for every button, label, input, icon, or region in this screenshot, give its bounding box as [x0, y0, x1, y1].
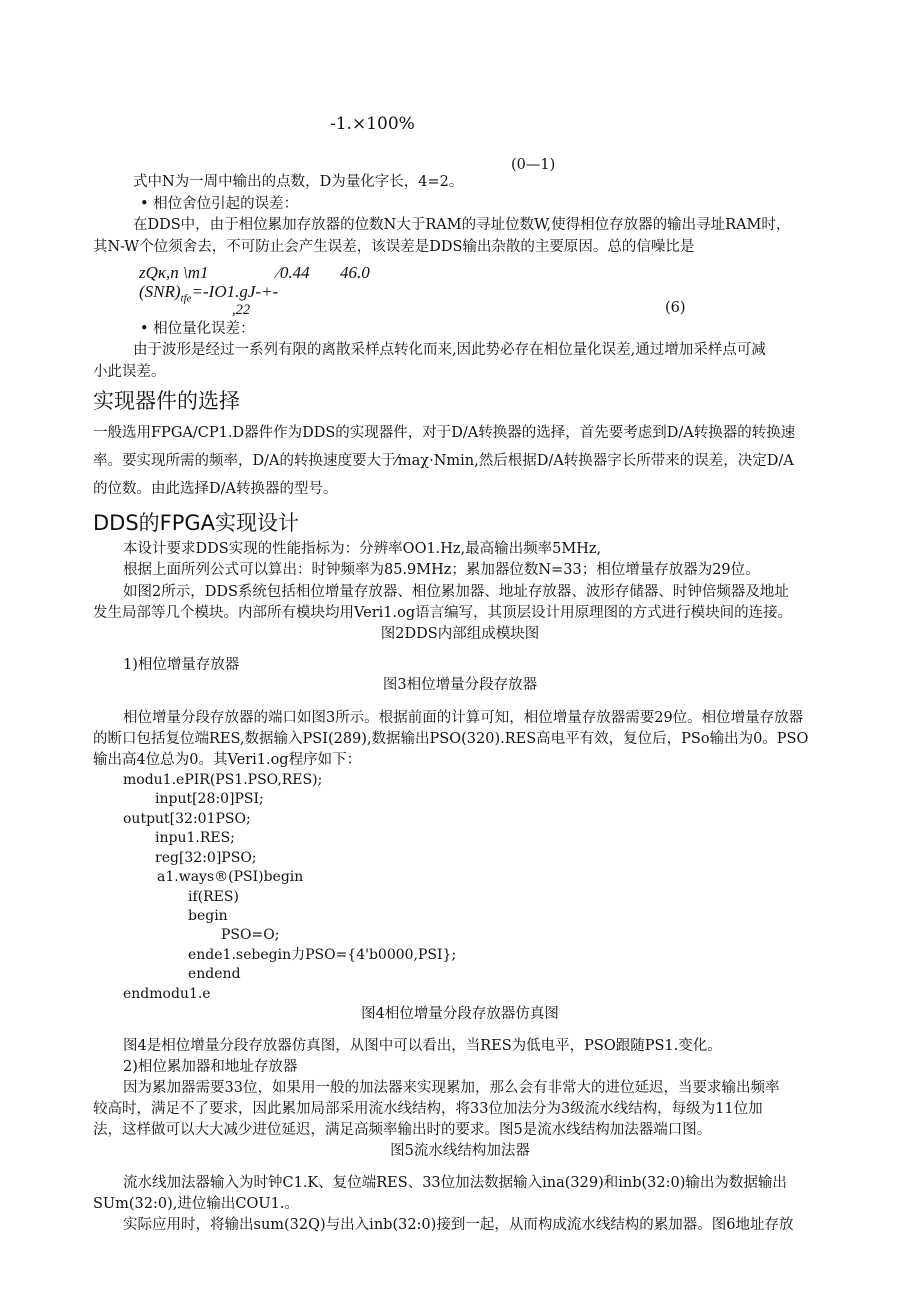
paragraph-line: 较高时，满足不了要求，因此累加局部采用流水线结构，将33位加法分为3级流水线结构，每级为11位加	[93, 1101, 763, 1117]
snr-subscript: tfe	[180, 292, 192, 305]
code-line: PSO=O;	[221, 927, 280, 943]
code-line: endend	[188, 966, 241, 982]
paragraph-line: 的断口包括复位端RES,数据输入PSI(289),数据输出PSO(320).RES高电平有效，复位后，PSo输出为0。PSO	[93, 731, 809, 747]
snr-formula-top: zQκ,n \m1	[139, 263, 209, 282]
code-line: output[32:01PSO;	[123, 811, 251, 827]
bullet-item: • 相位舍位引起的误差：	[140, 196, 299, 212]
code-line: begin	[188, 908, 228, 924]
equation-number: (0—1)	[511, 157, 556, 173]
paragraph-line: SUm(32:0),进位输出COU1.。	[93, 1196, 299, 1212]
snr-expression: =-IO1.gJ-+-	[191, 282, 279, 301]
paragraph-line: 如图2所示，DDS系统包括相位增量存放器、相位累加器、地址存放器、波形存储器、时钟倍频器及地址	[123, 584, 789, 600]
equation-number: (6)	[665, 300, 686, 316]
figure-caption: 图3相位增量分段存放器	[382, 677, 538, 693]
snr-formula-denominator: ,22	[232, 302, 251, 318]
figure-caption: 图4相位增量分段存放器仿真图	[361, 1006, 559, 1022]
bullet-item: • 相位量化误差：	[140, 321, 255, 337]
paragraph-line: 流水线加法器输入为时钟C1.K、复位端RES、33位加法数据输入ina(329)和inb(32:0)输出为数据输出	[123, 1175, 787, 1191]
paragraph-line: 小此误差。	[93, 364, 166, 380]
paragraph-line: 相位增量分段存放器的端口如图3所示。根据前面的计算可知，相位增量存放器需要29位。相位增量存放器	[123, 710, 804, 726]
paragraph-line: 式中N为一周中输出的点数，D为量化字长，4=2。	[133, 174, 464, 190]
paragraph-line: 根据上面所列公式可以算出：时钟频率为85.9MHz；累加器位数N=33；相位增量存放器为29位。	[123, 562, 760, 578]
paragraph-line: 输出高4位总为0。其Veri1.og程序如下：	[93, 752, 362, 768]
subsection-heading: 2)相位累加器和地址存放器	[123, 1059, 298, 1075]
code-line: ende1.sebegin力PSO={4'b0000,PSI};	[188, 947, 457, 963]
formula-top: -1.×100%	[330, 114, 415, 134]
section-heading: DDS的FPGA实现设计	[93, 511, 300, 535]
code-line: if(RES)	[188, 889, 239, 905]
paragraph-line: 图4是相位增量分段存放器仿真图，从图中可以看出，当RES为低电平，PSO跟随PS1.变化。	[123, 1038, 722, 1054]
paragraph-line: 率。要实现所需的频率，D/A的转换速度要大于⁄maχ·Nmin,然后根据D/A转换器字长所带来的误差，决定D/A	[93, 453, 794, 469]
section-heading: 实现器件的选择	[93, 389, 240, 413]
snr-formula-main	[139, 282, 278, 308]
paragraph-line: 发生局部等几个模块。内部所有模块均用Veri1.og语言编写，其顶层设计用原理图的方式进行模块间的连接。	[93, 605, 793, 621]
figure-caption: 图5流水线结构加法器	[390, 1143, 530, 1159]
snr-symbol: (SNR)	[139, 282, 181, 301]
paragraph-line: 在DDS中，由于相位累加存放器的位数N大于RAM的寻址位数W,使得相位存放器的输出寻址RAM时，	[133, 217, 791, 233]
subsection-heading: 1)相位增量存放器	[123, 657, 240, 673]
code-line: endmodu1.e	[123, 986, 211, 1002]
paragraph-line: 由于波形是经过一系列有限的离散采样点转化而来,因此势必存在相位量化误差,通过增加采样点可减	[133, 342, 766, 358]
paragraph-line: 法，这样做可以大大减少进位延迟，满足高频率输出时的要求。图5是流水线结构加法器端口图。	[93, 1122, 712, 1138]
code-line: a1.ways®(PSI)begin	[157, 869, 304, 885]
code-line: inpu1.RES;	[155, 830, 235, 846]
snr-formula-value: 46.0	[340, 263, 370, 282]
paragraph-line: 其N-W个位须舍去，不可防止会产生误差，该误差是DDS输出杂散的主要原因。总的信噪比是	[93, 239, 695, 255]
code-line: reg[32:0]PSO;	[155, 850, 257, 866]
snr-formula-value: ⁄0.44	[277, 263, 310, 282]
paragraph-line: 的位数。由此选择D/A转换器的型号。	[93, 481, 338, 497]
paragraph-line: 一般选用FPGA/CP1.D器件作为DDS的实现器件，对于D/A转换器的选择，首先要考虑到D/A转换器的转换速	[93, 425, 796, 441]
code-line: modu1.ePIR(PS1.PSO,RES);	[123, 772, 323, 788]
code-line: input[28:0]PSI;	[155, 791, 264, 807]
figure-caption: 图2DDS内部组成模块图	[380, 626, 540, 642]
paragraph-line: 实际应用时，将输出sum(32Q)与出入inb(32:0)接到一起，从而构成流水线结构的累加器。图6地址存放	[123, 1217, 794, 1233]
paragraph-line: 因为累加器需要33位，如果用一般的加法器来实现累加，那么会有非常大的进位延迟，当要求输出频率	[123, 1080, 780, 1096]
paragraph-line: 本设计要求DDS实现的性能指标为：分辨率OO1.Hz,最高输出频率5MHz,	[123, 541, 602, 557]
